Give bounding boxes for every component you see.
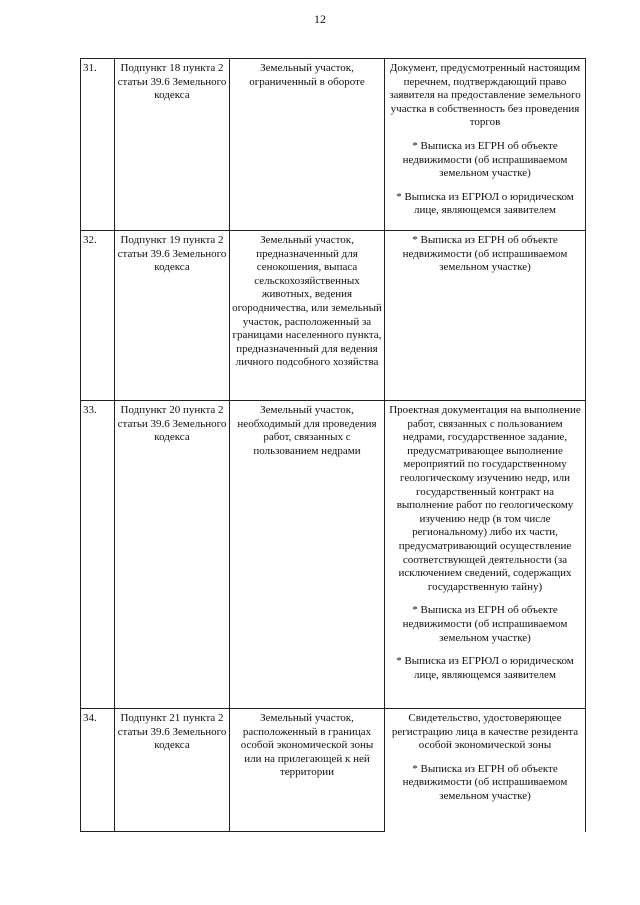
table-row (81, 709, 586, 832)
land-documents-table (80, 58, 586, 832)
page-number: 12 (314, 12, 326, 26)
row-number: 32. (81, 231, 115, 401)
legal-basis-cell: Подпункт 20 пункта 2 статьи 39.6 Земельного кодекса (115, 401, 230, 709)
land-plot-type-cell: Земельный участок, предназначенный для сенокошения, выпаса сельскохозяйственных животных, ведения огородничества, или земельный участок, расположенный за границами населенного пункта, предназначенный для ведения личного подсобного хозяйства (230, 231, 385, 401)
row-number: 31. (81, 59, 115, 231)
land-plot-type-cell: Земельный участок, необходимый для проведения работ, связанных с пользованием недрами (230, 401, 385, 709)
document-item: * Выписка из ЕГРН об объекте недвижимости (об испрашиваемом земельном участке) (402, 139, 568, 180)
document-item: Свидетельство, удостоверяющее регистрацию лица в качестве резидента особой экономической зоны (391, 712, 579, 752)
document-item: Проектная документация на выполнение работ, связанных с пользованием недрами, государственное задание, предусматривающее выполнение мероприятий по государственному геологическому изучению недр, или государственный контракт на выполнение работ по геологическому изучению недр (в том числе региональному) либо их части, предусматривающий осуществление соответствующей деятельности (за исключением сведений, содержащих государственную тайну) (389, 404, 581, 593)
legal-basis-cell: Подпункт 19 пункта 2 статьи 39.6 Земельного кодекса (115, 231, 230, 401)
required-documents-cell (385, 231, 586, 401)
row-number: 33. (81, 401, 115, 709)
land-plot-type-cell: Земельный участок, ограниченный в обороте (230, 59, 385, 231)
required-documents-cell (385, 709, 586, 832)
legal-basis-cell: Подпункт 21 пункта 2 статьи 39.6 Земельного кодекса (115, 709, 230, 832)
land-plot-type-cell: Земельный участок, расположенный в границах особой экономической зоны или на прилегающей к ней территории (230, 709, 385, 832)
document-item: * Выписка из ЕГРН об объекте недвижимости (об испрашиваемом земельном участке) (402, 762, 568, 802)
table-row (81, 401, 586, 709)
document-item: * Выписка из ЕГРН об объекте недвижимости (об испрашиваемом земельном участке) (402, 234, 568, 274)
table-row (81, 59, 586, 231)
document-item: * Выписка из ЕГРЮЛ о юридическом лице, являющемся заявителем (396, 655, 574, 681)
legal-basis-cell: Подпункт 18 пункта 2 статьи 39.6 Земельного кодекса (115, 59, 230, 231)
document-item: * Выписка из ЕГРЮЛ о юридическом лице, являющемся заявителем (396, 190, 574, 217)
row-number: 34. (81, 709, 115, 832)
table-row (81, 231, 586, 401)
document-item: Документ, предусмотренный настоящим перечнем, подтверждающий право заявителя на предоставление земельного участка в собственность без проведения торгов (389, 62, 581, 129)
document-item: * Выписка из ЕГРН об объекте недвижимости (об испрашиваемом земельном участке) (402, 604, 568, 644)
required-documents-cell (385, 401, 586, 709)
required-documents-cell (385, 59, 586, 231)
